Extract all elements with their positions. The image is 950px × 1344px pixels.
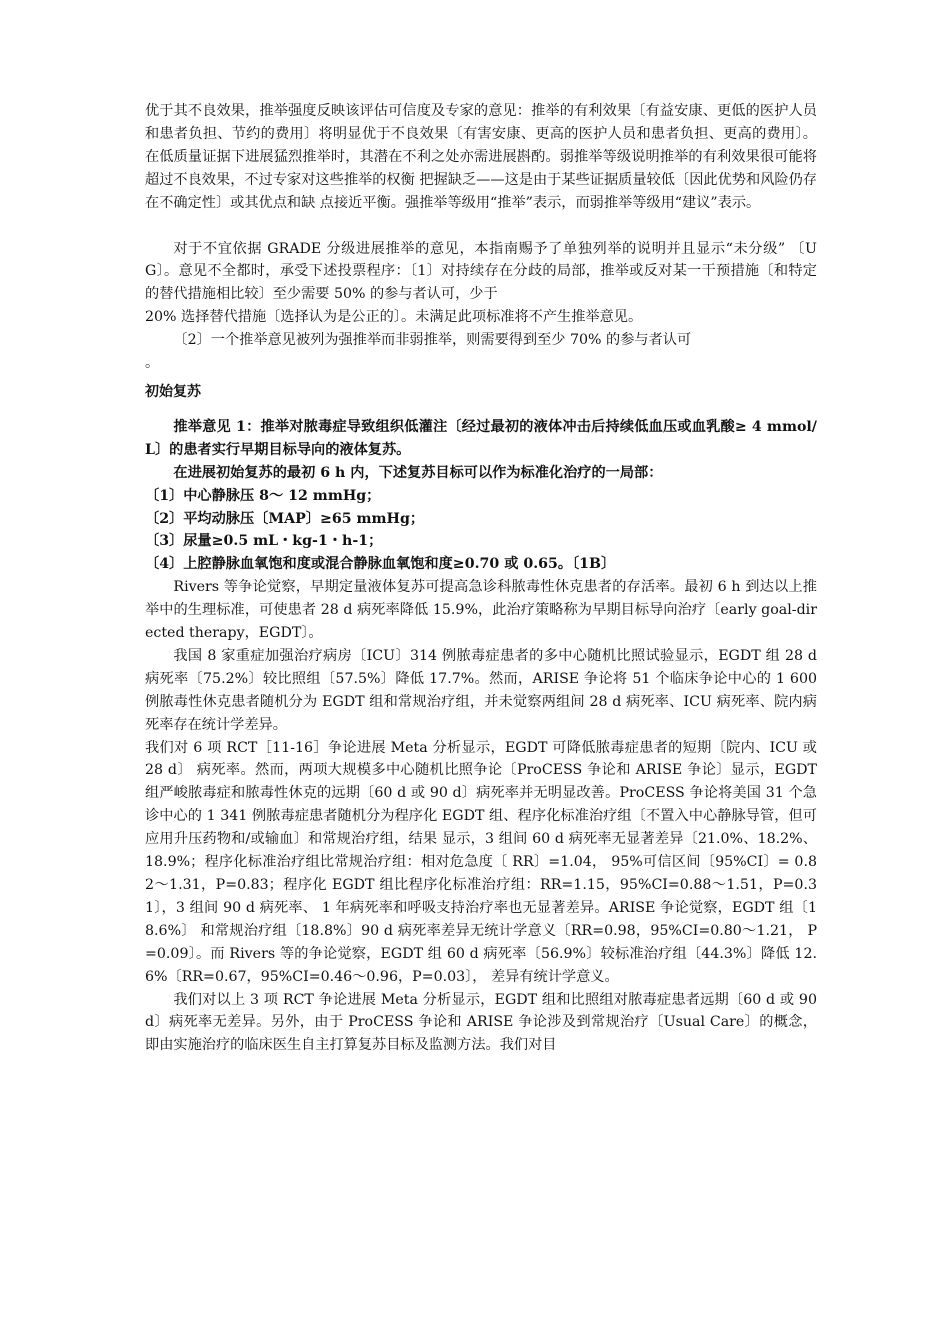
- paragraph-period: 。: [145, 355, 160, 372]
- section-heading-initial-resuscitation: 初始复苏: [145, 383, 201, 400]
- paragraph-ungraded: 对于不宜依据 GRADE 分级进展推举的意见，本指南赐予了单独列举的说明并且显示“未分级” 〔UG〕。意见不全都时，承受下述投票程序：〔1〕对持续存在分歧的局部，推举或反对某一干预措施〔和特定的替代措施相比较〕至少需要 50% 的参与者认可，少于: [145, 240, 817, 303]
- target-item-map: 〔2〕平均动脉压〔MAP〕≥65 mmHg；: [145, 510, 425, 527]
- paragraph-meta-analysis: 我们对 6 项 RCT［11-16］争论进展 Meta 分析显示，EGDT 可降低脓毒症患者的短期〔院内、ICU 或 28 d〕 病死率。然而，两项大规模多中心随机比照争论〔ProCESS 争论和 ARISE 争论〕显示，EGDT 组严峻脓毒症和脓毒性休克的远期〔60 d 或 90 d〕病死率并无明显改善。ProCESS 争论将美国 31 个急诊中心的 1 341 例脓毒症患者随机分为程序化 EGDT 组、程序化标准治疗组〔不置入中心静脉导管，但可应用升压药物和/或输血〕和常规治疗组，结果 显示，3 组间 60 d 病死率无显著差异〔21.0%、18.2%、18.9%；程序化标准治疗组比常规治疗组：相对危急度〔 RR〕=1.04， 95%可信区间〔95%CI〕= 0.82～1.31，P=0.83；程序化 EGDT 组比程序化标准治疗组：RR=1.15，95%CI=0.88～1.51，P=0.31〕，3 组间 90 d 病死率、 1 年病死率和呼吸支持治疗率也无显著差异。ARISE 争论觉察，EGDT 组〔18.6%〕 和常规治疗组〔18.8%〕90 d 病死率差异无统计学意义〔RR=0.98，95%CI=0.80～1.21， P=0.09〕。而 Rivers 等的争论觉察，EGDT 组 60 d 病死率〔56.9%〕较标准治疗组〔44.3%〕降低 12.6%〔RR=0.67，95%CI=0.46～0.96，P=0.03〕， 差异有统计学意义。: [145, 739, 817, 985]
- paragraph-rct-meta-analysis: 我们对以上 3 项 RCT 争论进展 Meta 分析显示，EGDT 组和比照组对脓毒症患者远期〔60 d 或 90 d〕病死率无差异。另外，由于 ProCESS 争论和 ARISE 争论涉及到常规治疗〔Usual Care〕的概念，即由实施治疗的临床医生自主打算复苏目标及监测方法。我们对目: [145, 991, 817, 1054]
- document-page: [145, 100, 817, 1057]
- target-item-oxygen-saturation: 〔4〕上腔静脉血氧饱和度或混合静脉血氧饱和度≥0.70 或 0.65。〔1B〕: [145, 556, 616, 573]
- target-item-urine-output: 〔3〕尿量≥0.5 mL・kg-1・h-1；: [145, 533, 383, 550]
- recommendation-targets-intro: 在进展初始复苏的最初 6 h 内，下述复苏目标可以作为标准化治疗的一局部：: [173, 464, 663, 481]
- paragraph-strong-recommendation-rule: 〔2〕一个推举意见被列为强推举而非弱推举，则需要得到至少 70% 的参与者认可: [173, 332, 692, 349]
- recommendation-1: 推举意见 1：推举对脓毒症导致组织低灌注〔经过最初的液体冲击后持续低血压或血乳酸≥ 4 mmol/L〕的患者实行早期目标导向的液体复苏。: [145, 418, 817, 458]
- paragraph-recommendation-strength: 优于其不良效果，推举强度反映该评估可信度及专家的意见：推举的有利效果〔有益安康、更低的医护人员和患者负担、节约的费用〕将明显优于不良效果〔有害安康、更高的医护人员和患者负担、更高的费用〕。在低质量证据下进展猛烈推举时，其潜在不利之处亦需进展斟酌。弱推举等级说明推举的有利效果很可能将超过不良效果，不过专家对这些推举的权衡 把握缺乏——这是由于某些证据质量较低〔因此优势和风险仍存在不确定性〕或其优点和缺 点接近平衡。强推举等级用“推举”表示，而弱推举等级用“建议”表示。: [145, 103, 817, 211]
- paragraph-voting-threshold: 20% 选择替代措施〔选择认为是公正的〕。未满足此项标准将不产生推举意见。: [145, 309, 643, 326]
- paragraph-china-icu-study: 我国 8 家重症加强治疗病房〔ICU〕314 例脓毒症患者的多中心随机比照试验显示，EGDT 组 28 d 病死率〔75.2%〕较比照组〔57.5%〕降低 17.7%。然而，ARISE 争论将 51 个临床争论中心的 1 600 例脓毒性休克患者随机分为 EGDT 组和常规治疗组，并未觉察两组间 28 d 病死率、ICU 病死率、院内病死率存在统计学差异。: [145, 647, 817, 733]
- paragraph-gap: [145, 215, 817, 238]
- paragraph-rivers-study: Rivers 等争论觉察，早期定量液体复苏可提高急诊科脓毒性休克患者的存活率。最初 6 h 到达以上推举中的生理标准，可使患者 28 d 病死率降低 15.9%，此治疗策略称为早期目标导向治疗〔early goal-directed therapy，EGDT〕。: [145, 579, 817, 642]
- target-item-cvp: 〔1〕中心静脉压 8～ 12 mmHg；: [145, 487, 381, 504]
